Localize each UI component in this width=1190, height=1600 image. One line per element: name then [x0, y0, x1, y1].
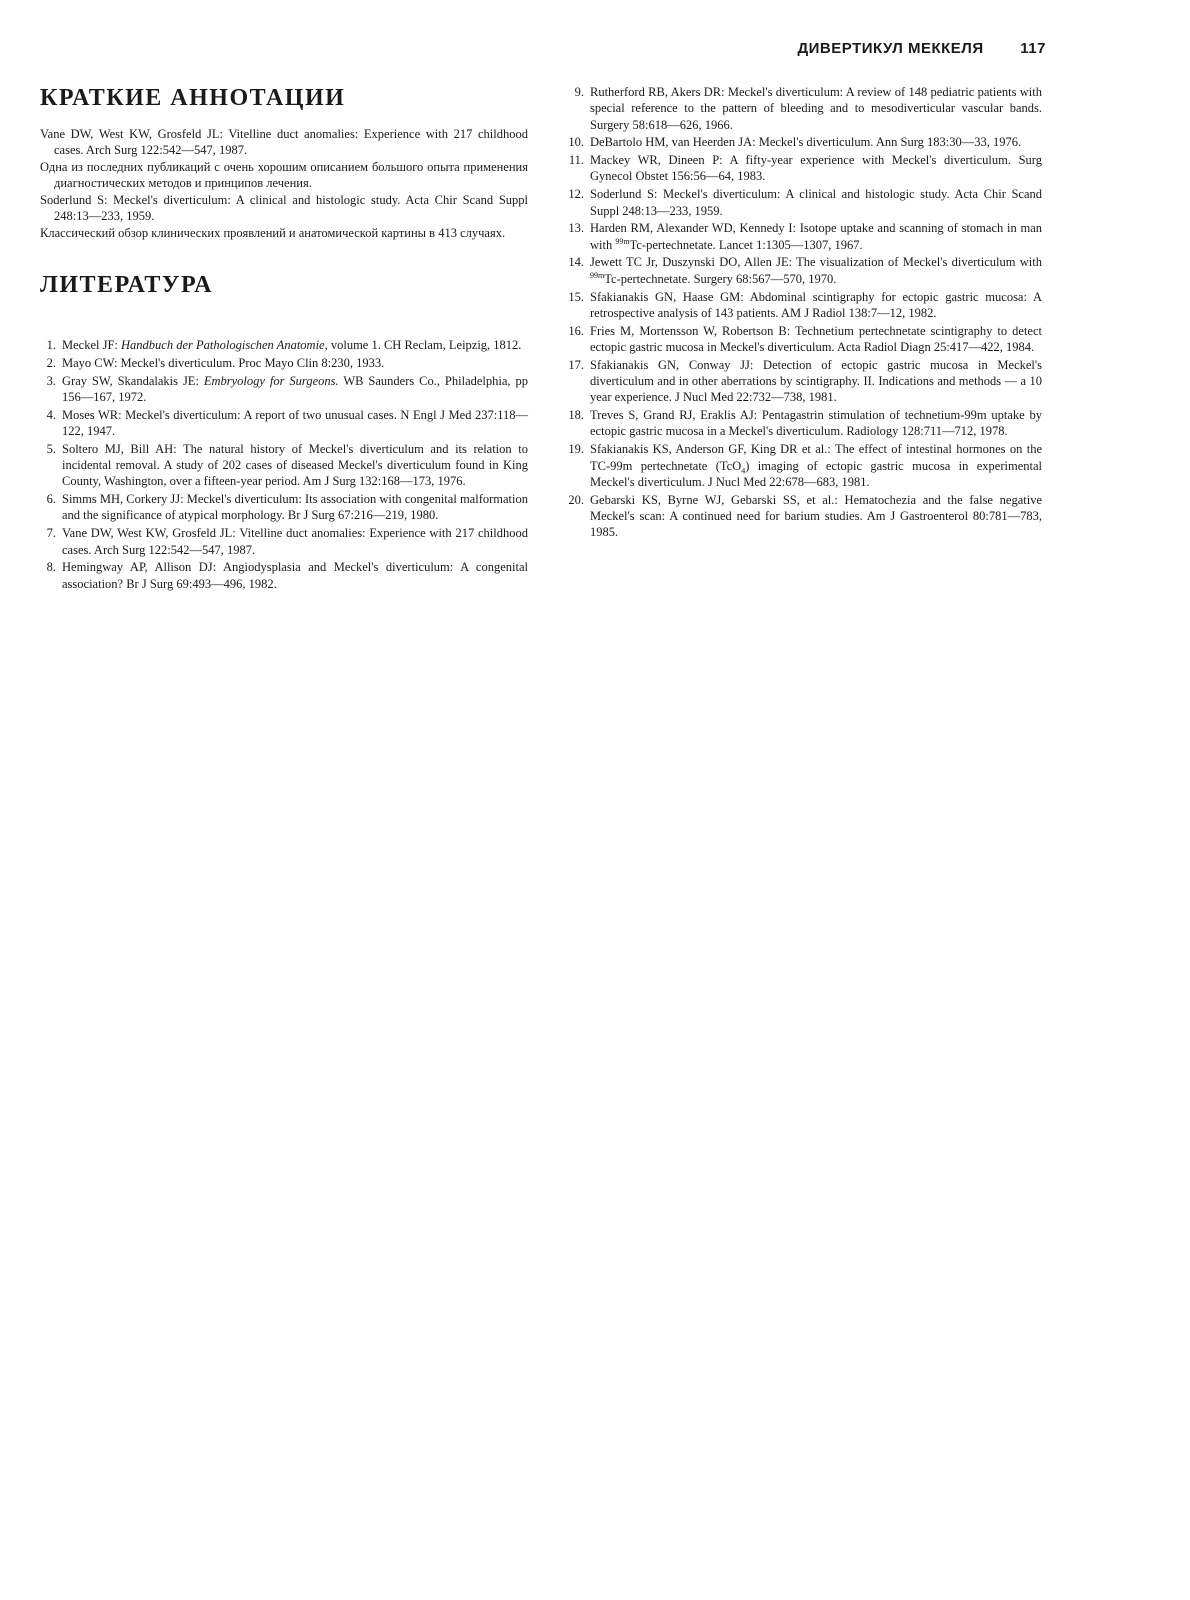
annotations-heading: КРАТКИЕ АННОТАЦИИ — [40, 85, 346, 111]
reference-number: 9. — [574, 85, 584, 99]
reference-text-tail: ) imaging of ectopic gastric mucosa in experimental Meckel's diverticulum. J Nucl Med 22:678—683, 1981. — [590, 458, 1043, 489]
reference-item — [40, 491, 528, 524]
reference-text-main: Fries M, Mortensson W, Robertson B: Technetium pertechnetate scintigraphy to detect ectopic gastric mucosa in Meckel's diverticulum. Acta Radiol Diagn 25:417—422, 1984. — [590, 323, 1042, 354]
reference-text-main: Moses WR: Meckel's diverticulum: A report of two unusual cases. N Engl J Med 237:118—122, 1947. — [62, 407, 528, 438]
reference-text — [590, 407, 1042, 440]
reference-text-main: Sfakianakis KS, Anderson GF, King DR et al.: The effect of intestinal hormones on the TC-99m pertechnetate (TcO — [590, 442, 1042, 473]
reference-text — [590, 186, 1042, 219]
reference-text-main: Rutherford RB, Akers DR: Meckel's diverticulum: A review of 148 pediatric patients with special reference to the pattern of bleeding and to mesodiverticular vascular bands. Surgery 58:618—626, 1966. — [590, 85, 1042, 132]
right-column — [562, 84, 1042, 542]
reference-text-main: Vane DW, West KW, Grosfeld JL: Vitelline duct anomalies: Experience with 217 childhood cases. Arch Surg 122:542—547, 1987. — [62, 526, 528, 557]
page-number: 117 — [1020, 40, 1046, 57]
annotation-citation: Vane DW, West KW, Grosfeld JL: Vitelline duct anomalies: Experience with 217 childhood cases. Arch Surg 122:542—547, 1987. — [40, 127, 528, 157]
reference-text-tail: volume 1. CH Reclam, Leipzig, 1812. — [327, 338, 522, 352]
reference-number: 1. — [46, 338, 56, 352]
reference-item — [562, 357, 1042, 406]
annotation-comment: Классический обзор клинических проявлений и анатомической картины в 413 случаях. — [40, 226, 506, 240]
reference-text — [62, 373, 528, 406]
reference-number: 18. — [568, 408, 584, 423]
reference-number: 12. — [568, 187, 584, 202]
annotation-citation: Soderlund S: Meckel's diverticulum: A clinical and histologic study. Acta Chir Scand Suppl 248:13—233, 1959. — [40, 193, 528, 223]
running-head — [797, 40, 1046, 57]
reference-text-tail: Tc-pertechnetate. Surgery 68:567—570, 1970. — [604, 271, 837, 286]
reference-number: 20. — [568, 492, 584, 507]
running-title: ДИВЕРТИКУЛ МЕККЕЛЯ — [797, 40, 984, 57]
reference-text — [590, 134, 1042, 150]
reference-number: 10. — [568, 135, 584, 150]
reference-number: 16. — [568, 323, 584, 338]
reference-text-main: Mayo CW: Meckel's diverticulum. Proc Mayo Clin 8:230, 1933. — [62, 355, 385, 370]
reference-item — [562, 134, 1042, 150]
reference-text — [590, 84, 1042, 133]
reference-text-main: Hemingway AP, Allison DJ: Angiodysplasia and Meckel's diverticulum: A congenital association? Br J Surg 69:493—496, 1982. — [62, 560, 528, 591]
annotations-list — [40, 126, 528, 241]
reference-number: 19. — [568, 442, 584, 457]
reference-number: 2. — [46, 355, 56, 370]
reference-number: 13. — [568, 221, 584, 236]
reference-book-title: Handbuch der Pathologischen Anatomie, — [121, 338, 328, 352]
reference-text-main: DeBartolo HM, van Heerden JA: Meckel's diverticulum. Ann Surg 183:30—33, 1976. — [590, 135, 1022, 150]
reference-formula-subscript: 4 — [741, 466, 746, 476]
reference-text — [590, 357, 1042, 406]
reference-item — [40, 441, 528, 490]
reference-text-main: Treves S, Grand RJ, Eraklis AJ: Pentagastrin stimulation of technetium-99m uptake by ectopic gastric mucosa in a Meckel's diverticulum. Radiology 128:711—712, 1978. — [590, 408, 1042, 439]
reference-text-main: Sfakianakis GN, Haase GM: Abdominal scintigraphy for ectopic gastric mucosa: A retrospective analysis of 143 patients. AM J Radiol 138:7—12, 1982. — [590, 289, 1042, 320]
reference-item — [562, 186, 1042, 219]
reference-item — [40, 407, 528, 440]
reference-text — [590, 323, 1042, 356]
literature-heading: ЛИТЕРАТУРА — [40, 272, 213, 298]
reference-number: 5. — [46, 441, 56, 456]
reference-book-title: Embryology for Surgeons. — [203, 373, 339, 388]
reference-text-main: Meckel JF: — [62, 338, 122, 352]
reference-text — [62, 491, 528, 524]
reference-text-main: Mackey WR, Dineen P: A fifty-year experience with Meckel's diverticulum. Surg Gynecol Obstet 156:56—64, 1983. — [590, 153, 1042, 184]
reference-text-tail: WB Saunders Co., Philadelphia, pp 156—167, 1972. — [62, 373, 528, 404]
reference-isotope-superscript: 99m — [590, 270, 605, 280]
reference-isotope-superscript: 99m — [615, 236, 630, 246]
reference-item — [40, 525, 528, 558]
reference-number: 17. — [568, 357, 584, 372]
reference-list-right — [562, 84, 1042, 541]
reference-item — [562, 492, 1042, 541]
reference-number: 3. — [46, 373, 56, 388]
reference-text — [590, 441, 1042, 490]
reference-item — [562, 289, 1042, 322]
reference-item — [562, 84, 1042, 133]
reference-text-main: Gray SW, Skandalakis JE: — [62, 373, 204, 388]
reference-number: 11. — [568, 153, 584, 168]
reference-text — [62, 355, 528, 371]
reference-item — [40, 373, 528, 406]
reference-list-left — [40, 337, 528, 592]
reference-item — [562, 220, 1042, 253]
reference-text-main: Gebarski KS, Byrne WJ, Gebarski SS, et al.: Hematochezia and the false negative Meckel's scan: A continued need for barium studies. Am J Gastroenterol 80:781—783, 1985. — [590, 492, 1042, 540]
reference-number: 14. — [568, 255, 584, 270]
reference-text-tail: Tc-pertechnetate. Lancet 1:1305—1307, 1967. — [629, 237, 863, 252]
reference-text-main: Soderlund S: Meckel's diverticulum: A clinical and histologic study. Acta Chir Scand Suppl 248:13—233, 1959. — [590, 187, 1042, 218]
reference-number: 4. — [46, 407, 56, 422]
reference-item — [562, 323, 1042, 356]
reference-number: 6. — [46, 492, 56, 507]
reference-item — [40, 337, 528, 353]
reference-number: 15. — [568, 289, 584, 304]
reference-number: 7. — [46, 526, 56, 541]
reference-item — [562, 441, 1042, 490]
reference-text — [62, 559, 528, 592]
reference-text — [62, 441, 528, 490]
reference-item — [562, 254, 1042, 287]
reference-text — [590, 220, 1042, 253]
annotation-comment: Одна из последних публикаций с очень хорошим описанием большого опыта применения диагностических методов и принципов лечения. — [40, 160, 528, 190]
reference-item — [562, 152, 1042, 185]
reference-item — [40, 559, 528, 592]
reference-text — [62, 525, 528, 558]
left-column — [40, 84, 528, 593]
reference-number: 8. — [46, 560, 56, 575]
reference-text-main: Sfakianakis GN, Conway JJ: Detection of ectopic gastric mucosa in Meckel's diverticulum and in other aberrations by scintigraphy. II. Indications and methods — a 10 year experience. J Nucl Med 22:732—738, 1981. — [590, 357, 1042, 405]
reference-text-main: Simms MH, Corkery JJ: Meckel's diverticulum: Its association with congenital malformation and the significance of atypical morphology. Br J Surg 67:216—219, 1980. — [62, 492, 528, 523]
reference-text-main: Soltero MJ, Bill AH: The natural history of Meckel's diverticulum and its relation to incidental removal. A study of 202 cases of diseased Meckel's diverticulum found in King County, Washington, over a fifteen-year period. Am J Surg 132:168—173, 1976. — [62, 441, 528, 489]
reference-text-main: Harden RM, Alexander WD, Kennedy I: Isotope uptake and scanning of stomach in man with — [590, 221, 1042, 252]
reference-item — [562, 407, 1042, 440]
reference-text-main: Jewett TC Jr, Duszynski DO, Allen JE: The visualization of Meckel's diverticulum with — [590, 255, 1042, 270]
reference-text — [590, 152, 1042, 185]
reference-item — [40, 355, 528, 371]
reference-text — [590, 492, 1042, 541]
reference-text — [62, 337, 528, 353]
reference-text — [590, 254, 1042, 287]
reference-text — [62, 407, 528, 440]
reference-text — [590, 289, 1042, 322]
